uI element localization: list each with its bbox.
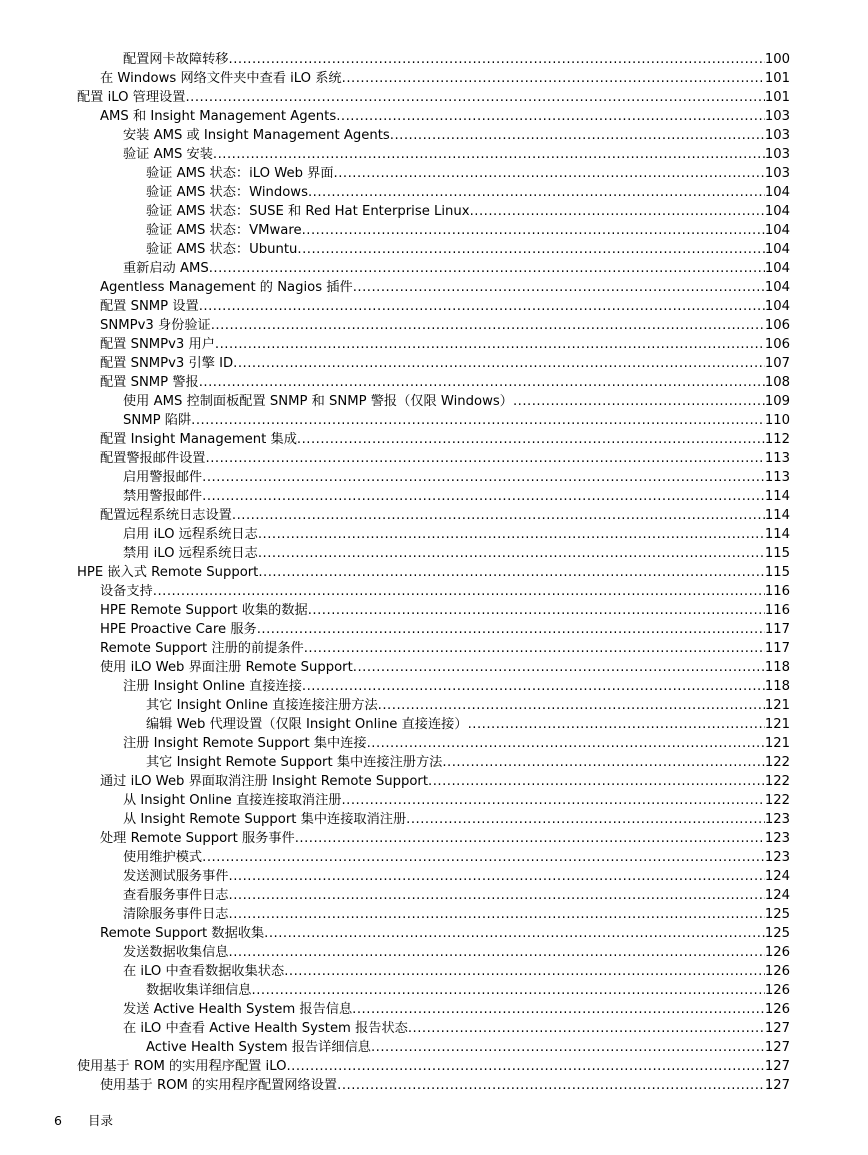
toc-entry-title: 在 Windows 网络文件夹中查看 iLO 系统 xyxy=(100,71,342,86)
toc-entry[interactable] xyxy=(0,411,868,430)
toc-entry-page-number: 106 xyxy=(764,318,790,333)
toc-entry[interactable] xyxy=(0,696,868,715)
toc-dot-leader xyxy=(470,202,765,221)
toc-entry[interactable] xyxy=(0,734,868,753)
toc-entry[interactable] xyxy=(0,164,868,183)
toc-entry-line[interactable] xyxy=(100,107,790,126)
toc-entry-title: AMS 和 Insight Management Agents xyxy=(100,109,337,124)
toc-dot-leader xyxy=(202,487,765,506)
toc-entry-title: 编辑 Web 代理设置（仅限 Insight Online 直接连接） xyxy=(146,717,468,732)
toc-entry-line[interactable] xyxy=(146,240,790,259)
toc-dot-leader xyxy=(229,867,765,886)
toc-entry-title: 发送测试服务事件 xyxy=(123,869,229,884)
toc-entry-line[interactable] xyxy=(100,354,790,373)
toc-entry[interactable] xyxy=(0,506,868,525)
table-of-contents xyxy=(0,50,868,1095)
toc-entry[interactable] xyxy=(0,905,868,924)
toc-entry-line[interactable] xyxy=(100,829,790,848)
toc-dot-leader xyxy=(264,924,765,943)
toc-entry-line[interactable] xyxy=(123,50,790,69)
toc-entry[interactable] xyxy=(0,278,868,297)
toc-entry-title: 验证 AMS 安装 xyxy=(123,147,213,162)
toc-dot-leader xyxy=(153,582,765,601)
toc-entry-line[interactable] xyxy=(123,962,790,981)
toc-entry-title: 配置远程系统日志设置 xyxy=(100,508,232,523)
toc-entry-line[interactable] xyxy=(100,430,790,449)
toc-dot-leader xyxy=(284,962,765,981)
toc-entry-title: HPE Proactive Care 服务 xyxy=(100,622,257,637)
toc-entry-line[interactable] xyxy=(123,943,790,962)
toc-dot-leader xyxy=(513,392,765,411)
toc-dot-leader xyxy=(286,1057,764,1076)
toc-dot-leader xyxy=(353,278,765,297)
toc-entry-page-number: 104 xyxy=(764,242,790,257)
toc-dot-leader xyxy=(229,943,765,962)
toc-entry-title: 设备支持 xyxy=(100,584,153,599)
toc-entry-page-number: 103 xyxy=(764,147,790,162)
toc-dot-leader xyxy=(428,772,765,791)
toc-entry-page-number: 101 xyxy=(764,90,790,105)
toc-entry-line[interactable] xyxy=(100,658,790,677)
toc-entry-line[interactable] xyxy=(146,202,790,221)
toc-entry-title: 验证 AMS 状态：VMware xyxy=(146,223,302,238)
toc-dot-leader xyxy=(229,50,765,69)
toc-entry-line[interactable] xyxy=(100,449,790,468)
toc-entry-line[interactable] xyxy=(100,639,790,658)
toc-dot-leader xyxy=(342,69,765,88)
toc-entry-page-number: 110 xyxy=(764,413,790,428)
toc-dot-leader xyxy=(258,563,764,582)
toc-entry[interactable] xyxy=(0,658,868,677)
toc-entry[interactable] xyxy=(0,145,868,164)
toc-entry-line[interactable] xyxy=(123,734,790,753)
toc-entry-title: 其它 Insight Online 直接连接注册方法 xyxy=(146,698,378,713)
toc-dot-leader xyxy=(352,1000,765,1019)
toc-entry-line[interactable] xyxy=(146,981,790,1000)
toc-entry[interactable] xyxy=(0,107,868,126)
toc-entry-title: 使用 AMS 控制面板配置 SNMP 和 SNMP 警报（仅限 Windows） xyxy=(123,394,513,409)
toc-entry-page-number: 123 xyxy=(764,850,790,865)
toc-entry-title: 发送 Active Health System 报告信息 xyxy=(123,1002,353,1017)
toc-entry-line[interactable] xyxy=(100,582,790,601)
toc-entry-page-number: 107 xyxy=(764,356,790,371)
toc-entry[interactable] xyxy=(0,373,868,392)
toc-entry-title: 配置 iLO 管理设置 xyxy=(77,90,186,105)
toc-entry-line[interactable] xyxy=(146,183,790,202)
toc-entry-title: 配置网卡故障转移 xyxy=(123,52,229,67)
toc-dot-leader xyxy=(334,164,765,183)
toc-entry-line[interactable] xyxy=(100,506,790,525)
toc-entry-title: 验证 AMS 状态：Windows xyxy=(146,185,308,200)
toc-entry-page-number: 126 xyxy=(764,983,790,998)
toc-entry[interactable] xyxy=(0,924,868,943)
toc-entry-line[interactable] xyxy=(123,791,790,810)
toc-dot-leader xyxy=(252,981,765,1000)
toc-entry-title: Agentless Management 的 Nagios 插件 xyxy=(100,280,353,295)
toc-entry-title: 处理 Remote Support 服务事件 xyxy=(100,831,295,846)
toc-entry-title: 清除服务事件日志 xyxy=(123,907,229,922)
toc-entry[interactable] xyxy=(0,259,868,278)
toc-entry-page-number: 103 xyxy=(764,128,790,143)
toc-entry-page-number: 116 xyxy=(764,603,790,618)
toc-entry-page-number: 125 xyxy=(764,907,790,922)
toc-entry-line[interactable] xyxy=(77,1057,790,1076)
page-footer xyxy=(0,1111,868,1131)
toc-entry[interactable] xyxy=(0,240,868,259)
toc-entry[interactable] xyxy=(0,962,868,981)
toc-dot-leader xyxy=(229,886,765,905)
toc-entry-page-number: 121 xyxy=(764,717,790,732)
toc-dot-leader xyxy=(367,734,765,753)
toc-entry-page-number: 126 xyxy=(764,1002,790,1017)
toc-entry-page-number: 114 xyxy=(764,527,790,542)
toc-entry-title: 配置警报邮件设置 xyxy=(100,451,206,466)
toc-entry-page-number: 116 xyxy=(764,584,790,599)
toc-dot-leader xyxy=(257,620,765,639)
toc-entry[interactable] xyxy=(0,1019,868,1038)
toc-entry[interactable] xyxy=(0,50,868,69)
toc-entry-title: 从 Insight Remote Support 集中连接取消注册 xyxy=(123,812,407,827)
toc-entry[interactable] xyxy=(0,772,868,791)
toc-entry-page-number: 100 xyxy=(764,52,790,67)
toc-entry[interactable] xyxy=(0,1076,868,1095)
toc-entry[interactable] xyxy=(0,677,868,696)
toc-entry-page-number: 117 xyxy=(764,641,790,656)
toc-entry-line[interactable] xyxy=(100,924,790,943)
toc-entry-title: 注册 Insight Online 直接连接 xyxy=(123,679,302,694)
toc-entry[interactable] xyxy=(0,126,868,145)
toc-entry-page-number: 104 xyxy=(764,204,790,219)
toc-entry-line[interactable] xyxy=(123,677,790,696)
toc-entry-page-number: 104 xyxy=(764,299,790,314)
toc-entry-line[interactable] xyxy=(123,259,790,278)
toc-entry[interactable] xyxy=(0,582,868,601)
toc-entry-title: 配置 SNMPv3 引擎 ID xyxy=(100,356,234,371)
toc-entry-page-number: 115 xyxy=(764,546,790,561)
toc-entry[interactable] xyxy=(0,1057,868,1076)
toc-entry[interactable] xyxy=(0,88,868,107)
toc-dot-leader xyxy=(191,411,765,430)
toc-entry-title: Remote Support 注册的前提条件 xyxy=(100,641,304,656)
toc-dot-leader xyxy=(199,297,765,316)
toc-dot-leader xyxy=(229,905,765,924)
toc-entry-page-number: 104 xyxy=(764,261,790,276)
toc-entry-page-number: 103 xyxy=(764,109,790,124)
toc-entry[interactable] xyxy=(0,69,868,88)
toc-entry-line[interactable] xyxy=(123,848,790,867)
toc-entry[interactable] xyxy=(0,848,868,867)
toc-dot-leader xyxy=(337,1076,765,1095)
toc-entry-page-number: 115 xyxy=(764,565,790,580)
toc-entry-line[interactable] xyxy=(100,601,790,620)
toc-entry-page-number: 127 xyxy=(764,1040,790,1055)
toc-dot-leader xyxy=(304,639,765,658)
toc-entry-page-number: 126 xyxy=(764,945,790,960)
toc-entry[interactable] xyxy=(0,297,868,316)
toc-entry-page-number: 106 xyxy=(764,337,790,352)
toc-entry-line[interactable] xyxy=(146,164,790,183)
toc-entry[interactable] xyxy=(0,525,868,544)
toc-entry-line[interactable] xyxy=(100,373,790,392)
toc-entry[interactable] xyxy=(0,943,868,962)
toc-entry-line[interactable] xyxy=(123,810,790,829)
toc-entry[interactable] xyxy=(0,202,868,221)
toc-entry[interactable] xyxy=(0,601,868,620)
toc-entry[interactable] xyxy=(0,1000,868,1019)
toc-dot-leader xyxy=(390,126,765,145)
toc-dot-leader xyxy=(308,183,765,202)
toc-entry-title: 使用 iLO Web 界面注册 Remote Support xyxy=(100,660,353,675)
toc-entry-title: 配置 Insight Management 集成 xyxy=(100,432,297,447)
toc-entry-page-number: 114 xyxy=(764,489,790,504)
toc-entry-title: 启用 iLO 远程系统日志 xyxy=(123,527,258,542)
toc-entry-title: 使用基于 ROM 的实用程序配置 iLO xyxy=(77,1059,287,1074)
toc-dot-leader xyxy=(406,810,765,829)
toc-dot-leader xyxy=(371,1038,765,1057)
toc-dot-leader xyxy=(297,430,765,449)
toc-dot-leader xyxy=(258,544,765,563)
toc-entry-line[interactable] xyxy=(146,221,790,240)
toc-dot-leader xyxy=(258,525,765,544)
toc-entry-title: 启用警报邮件 xyxy=(123,470,203,485)
toc-entry-line[interactable] xyxy=(123,411,790,430)
toc-entry-title: 验证 AMS 状态：Ubuntu xyxy=(146,242,298,257)
toc-entry[interactable] xyxy=(0,183,868,202)
toc-dot-leader xyxy=(302,677,765,696)
toc-entry[interactable] xyxy=(0,810,868,829)
toc-entry-title: 配置 SNMPv3 用户 xyxy=(100,337,215,352)
toc-dot-leader xyxy=(209,259,765,278)
toc-entry[interactable] xyxy=(0,791,868,810)
toc-entry-title: 配置 SNMP 设置 xyxy=(100,299,199,314)
toc-entry-title: HPE 嵌入式 Remote Support xyxy=(77,565,259,580)
toc-dot-leader xyxy=(408,1019,765,1038)
toc-entry-title: 禁用警报邮件 xyxy=(123,489,203,504)
toc-dot-leader xyxy=(215,335,765,354)
toc-entry-page-number: 104 xyxy=(764,280,790,295)
toc-dot-leader xyxy=(353,658,765,677)
toc-entry[interactable] xyxy=(0,886,868,905)
toc-entry-page-number: 127 xyxy=(764,1021,790,1036)
toc-dot-leader xyxy=(206,449,765,468)
toc-entry[interactable] xyxy=(0,620,868,639)
toc-entry-title: Active Health System 报告详细信息 xyxy=(146,1040,371,1055)
toc-entry-page-number: 101 xyxy=(764,71,790,86)
toc-entry-title: 从 Insight Online 直接连接取消注册 xyxy=(123,793,342,808)
toc-entry[interactable] xyxy=(0,221,868,240)
toc-entry-line[interactable] xyxy=(123,905,790,924)
toc-entry-page-number: 118 xyxy=(764,679,790,694)
toc-entry-title: 发送数据收集信息 xyxy=(123,945,229,960)
toc-entry-line[interactable] xyxy=(123,145,790,164)
toc-dot-leader xyxy=(378,696,765,715)
toc-entry-line[interactable] xyxy=(100,1076,790,1095)
toc-entry-title: SNMP 陷阱 xyxy=(123,413,192,428)
toc-entry-title: 禁用 iLO 远程系统日志 xyxy=(123,546,258,561)
toc-entry-line[interactable] xyxy=(123,468,790,487)
toc-entry[interactable] xyxy=(0,981,868,1000)
toc-entry-title: 数据收集详细信息 xyxy=(146,983,252,998)
toc-entry-line[interactable] xyxy=(77,88,790,107)
toc-entry-title: 通过 iLO Web 界面取消注册 Insight Remote Support xyxy=(100,774,429,789)
toc-entry[interactable] xyxy=(0,468,868,487)
toc-dot-leader xyxy=(336,107,765,126)
toc-entry-line[interactable] xyxy=(100,297,790,316)
toc-entry-page-number: 117 xyxy=(764,622,790,637)
toc-entry-title: 验证 AMS 状态：SUSE 和 Red Hat Enterprise Linux xyxy=(146,204,470,219)
toc-dot-leader xyxy=(185,88,764,107)
toc-entry-page-number: 122 xyxy=(764,755,790,770)
toc-entry-line[interactable] xyxy=(100,316,790,335)
toc-entry[interactable] xyxy=(0,753,868,772)
toc-entry-page-number: 113 xyxy=(764,451,790,466)
toc-entry-title: 在 iLO 中查看数据收集状态 xyxy=(123,964,285,979)
toc-entry-page-number: 127 xyxy=(764,1059,790,1074)
toc-entry[interactable] xyxy=(0,354,868,373)
toc-entry-page-number: 104 xyxy=(764,185,790,200)
toc-entry-title: 其它 Insight Remote Support 集中连接注册方法 xyxy=(146,755,443,770)
toc-entry[interactable] xyxy=(0,867,868,886)
toc-entry-line[interactable] xyxy=(146,696,790,715)
toc-entry-line[interactable] xyxy=(123,886,790,905)
toc-entry-page-number: 123 xyxy=(764,812,790,827)
toc-entry-line[interactable] xyxy=(100,69,790,88)
toc-entry-title: 注册 Insight Remote Support 集中连接 xyxy=(123,736,367,751)
toc-entry-page-number: 125 xyxy=(764,926,790,941)
toc-dot-leader xyxy=(202,468,765,487)
toc-dot-leader xyxy=(213,145,765,164)
toc-entry[interactable] xyxy=(0,335,868,354)
toc-entry[interactable] xyxy=(0,544,868,563)
toc-dot-leader xyxy=(341,791,764,810)
toc-entry-line[interactable] xyxy=(123,487,790,506)
toc-entry-page-number: 127 xyxy=(764,1078,790,1093)
toc-entry[interactable] xyxy=(0,563,868,582)
toc-entry-line[interactable] xyxy=(123,392,790,411)
toc-entry-page-number: 124 xyxy=(764,888,790,903)
toc-entry-line[interactable] xyxy=(123,544,790,563)
footer-section-label: 目录 xyxy=(88,1113,114,1128)
toc-dot-leader xyxy=(233,354,765,373)
toc-entry-line[interactable] xyxy=(123,1019,790,1038)
toc-dot-leader xyxy=(199,373,765,392)
toc-dot-leader xyxy=(302,221,765,240)
toc-entry[interactable] xyxy=(0,715,868,734)
toc-entry-page-number: 118 xyxy=(764,660,790,675)
toc-entry-title: 验证 AMS 状态：iLO Web 界面 xyxy=(146,166,334,181)
page-number: 6 xyxy=(54,1113,62,1128)
toc-dot-leader xyxy=(202,848,765,867)
toc-entry[interactable] xyxy=(0,392,868,411)
toc-entry-line[interactable] xyxy=(100,335,790,354)
toc-entry-line[interactable] xyxy=(123,1000,790,1019)
toc-entry-line[interactable] xyxy=(100,278,790,297)
toc-entry-title: 在 iLO 中查看 Active Health System 报告状态 xyxy=(123,1021,408,1036)
toc-entry-page-number: 103 xyxy=(764,166,790,181)
toc-entry-title: 查看服务事件日志 xyxy=(123,888,229,903)
toc-dot-leader xyxy=(295,829,765,848)
toc-entry[interactable] xyxy=(0,1038,868,1057)
toc-entry-page-number: 124 xyxy=(764,869,790,884)
toc-entry-page-number: 109 xyxy=(764,394,790,409)
toc-entry[interactable] xyxy=(0,430,868,449)
toc-dot-leader xyxy=(442,753,764,772)
toc-entry-page-number: 123 xyxy=(764,831,790,846)
toc-entry-line[interactable] xyxy=(77,563,790,582)
toc-entry-page-number: 121 xyxy=(764,698,790,713)
toc-dot-leader xyxy=(308,601,765,620)
toc-entry-title: HPE Remote Support 收集的数据 xyxy=(100,603,308,618)
toc-entry-title: 安装 AMS 或 Insight Management Agents xyxy=(123,128,390,143)
toc-entry[interactable] xyxy=(0,639,868,658)
toc-entry-page-number: 122 xyxy=(764,793,790,808)
toc-entry-line[interactable] xyxy=(146,753,790,772)
toc-entry-page-number: 126 xyxy=(764,964,790,979)
toc-entry-line[interactable] xyxy=(123,525,790,544)
toc-entry-line[interactable] xyxy=(146,715,790,734)
toc-entry-title: 重新启动 AMS xyxy=(123,261,209,276)
toc-dot-leader xyxy=(211,316,765,335)
toc-entry-title: 配置 SNMP 警报 xyxy=(100,375,199,390)
toc-entry-title: 使用维护模式 xyxy=(123,850,203,865)
toc-entry-page-number: 104 xyxy=(764,223,790,238)
toc-entry-page-number: 121 xyxy=(764,736,790,751)
toc-entry-title: SNMPv3 身份验证 xyxy=(100,318,211,333)
toc-entry-line[interactable] xyxy=(100,620,790,639)
toc-entry-title: 使用基于 ROM 的实用程序配置网络设置 xyxy=(100,1078,338,1093)
toc-dot-leader xyxy=(232,506,765,525)
toc-entry[interactable] xyxy=(0,449,868,468)
toc-entry[interactable] xyxy=(0,487,868,506)
toc-entry-page-number: 122 xyxy=(764,774,790,789)
toc-dot-leader xyxy=(468,715,765,734)
toc-entry-line[interactable] xyxy=(123,126,790,145)
toc-entry-page-number: 108 xyxy=(764,375,790,390)
toc-entry-line[interactable] xyxy=(123,867,790,886)
toc-entry-line[interactable] xyxy=(146,1038,790,1057)
toc-entry[interactable] xyxy=(0,829,868,848)
toc-entry-line[interactable] xyxy=(100,772,790,791)
toc-dot-leader xyxy=(297,240,764,259)
toc-entry-title: Remote Support 数据收集 xyxy=(100,926,265,941)
toc-entry-page-number: 112 xyxy=(764,432,790,447)
toc-entry-page-number: 113 xyxy=(764,470,790,485)
toc-entry-page-number: 114 xyxy=(764,508,790,523)
toc-entry[interactable] xyxy=(0,316,868,335)
